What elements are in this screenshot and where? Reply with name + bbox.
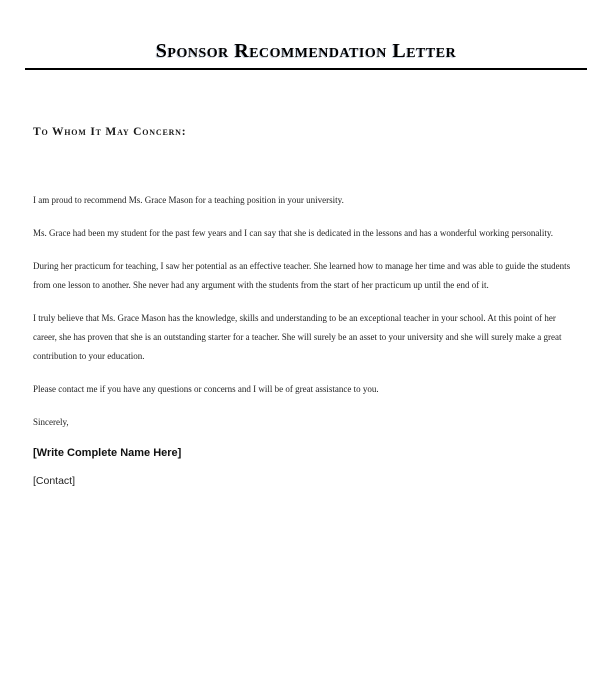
- document-title: Sponsor Recommendation Letter: [155, 40, 457, 62]
- paragraph-introduction: I am proud to recommend Ms. Grace Mason for a teaching position in your university.: [33, 195, 344, 205]
- paragraph-endorsement: I truly believe that Ms. Grace Mason has the knowledge, skills and understanding to be an exceptional teacher in your school. At this point of her career, she has proven that she is an outstanding starter for a teacher. She will surely be an asset to your university and she will surely make a great contribution to your education.: [33, 313, 562, 361]
- paragraph-background: Ms. Grace had been my student for the past few years and I can say that she is dedicated in the lessons and has a wonderful working personality.: [33, 228, 554, 238]
- signature-contact-placeholder[interactable]: [Contact]: [33, 475, 76, 487]
- paragraph-contact-offer: Please contact me if you have any questions or concerns and I will be of great assistance to you.: [33, 384, 379, 394]
- paragraph-practicum: During her practicum for teaching, I saw her potential as an effective teacher. She learned how to manage her time and was able to guide the students from one lesson to another. She never had any argument with the students from the start of her practicum up until the end of it.: [33, 261, 571, 290]
- document-header: [25, 40, 587, 70]
- letter-paragraphs: [33, 191, 580, 399]
- salutation: To Whom It May Concern:: [33, 126, 187, 138]
- signature-name-placeholder[interactable]: [Write Complete Name Here]: [33, 447, 182, 459]
- closing-salutation: Sincerely,: [33, 417, 69, 427]
- letter-body: [33, 125, 580, 488]
